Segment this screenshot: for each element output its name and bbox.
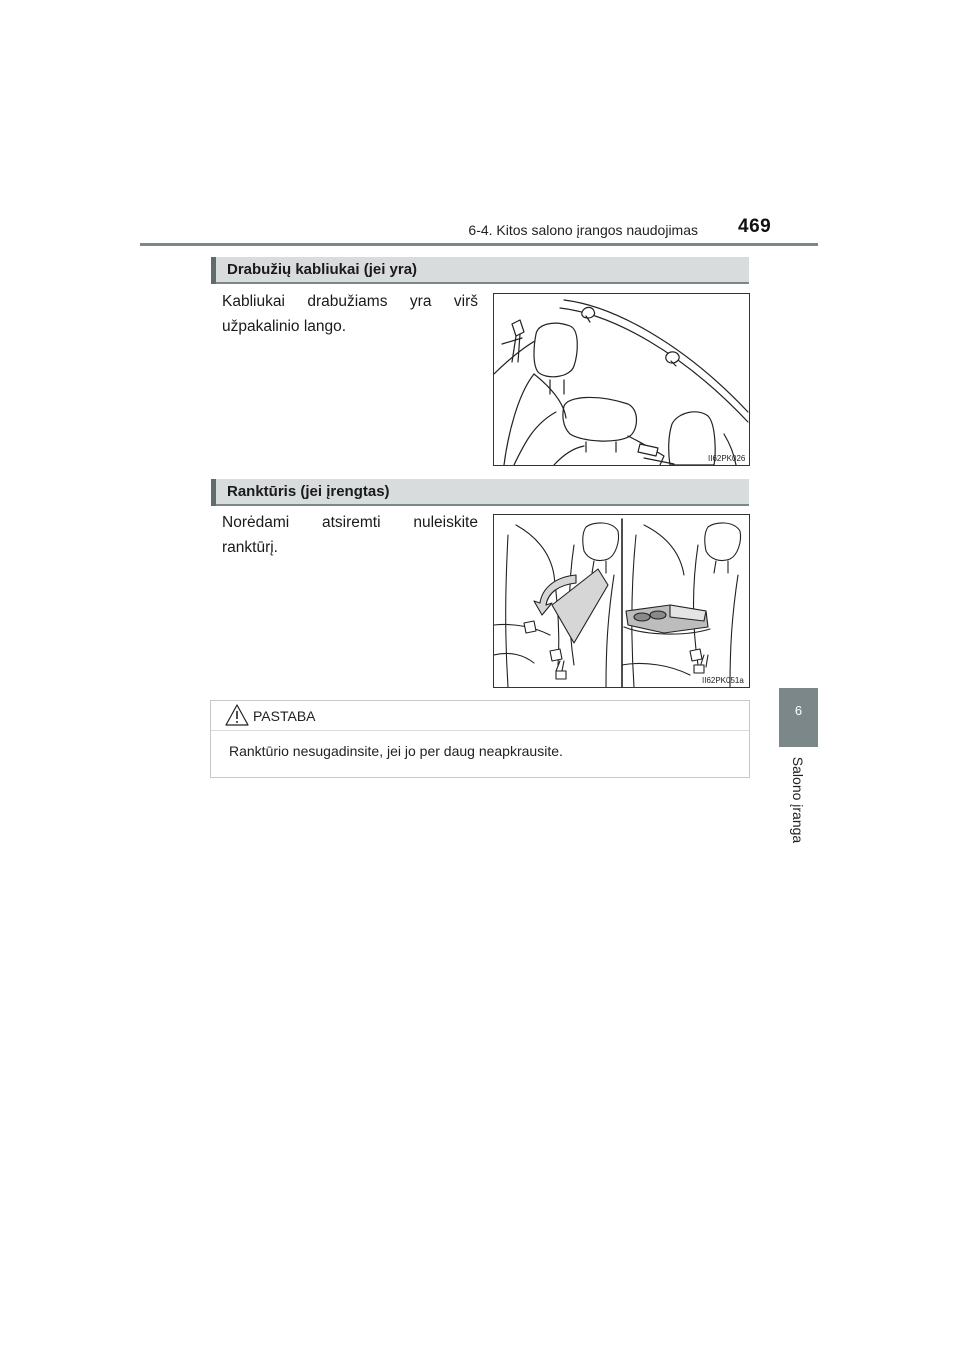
section-title: Ranktūris (jei įrengtas)	[227, 483, 390, 500]
page-number: 469	[738, 216, 772, 237]
figure-code: II62PK026	[708, 454, 746, 463]
section-heading-armrest	[211, 479, 749, 506]
note-text: Ranktūrio nesugadinsite, jei jo per daug neapkrausite.	[229, 743, 563, 759]
chapter-tab-number: 6	[794, 703, 803, 718]
figure-code: II62PK051a	[702, 676, 744, 685]
armrest-illustration	[494, 515, 749, 687]
warning-triangle-icon	[224, 703, 250, 727]
note-title: PASTABA	[253, 708, 316, 724]
section-title: Drabužių kabliukai (jei yra)	[227, 261, 418, 278]
chapter-title: 6-4. Kitos salono įrangos naudojimas	[468, 222, 698, 238]
section-body-armrest: Norėdami atsiremti nuleiskite ranktūrį.	[222, 514, 478, 556]
chapter-tab-label: Salono įranga	[790, 756, 806, 844]
section-heading-clothes-hooks	[211, 257, 749, 284]
header-divider	[140, 243, 818, 246]
heading-accent-bar	[211, 479, 216, 506]
heading-accent-bar	[211, 257, 216, 284]
figure-clothes-hooks	[493, 293, 750, 466]
clothes-hooks-illustration	[494, 294, 749, 465]
section-body-clothes-hooks: Kabliukai drabužiams yra virš užpakalinio lango.	[222, 293, 478, 335]
figure-armrest	[493, 514, 750, 688]
note-separator	[211, 730, 749, 731]
